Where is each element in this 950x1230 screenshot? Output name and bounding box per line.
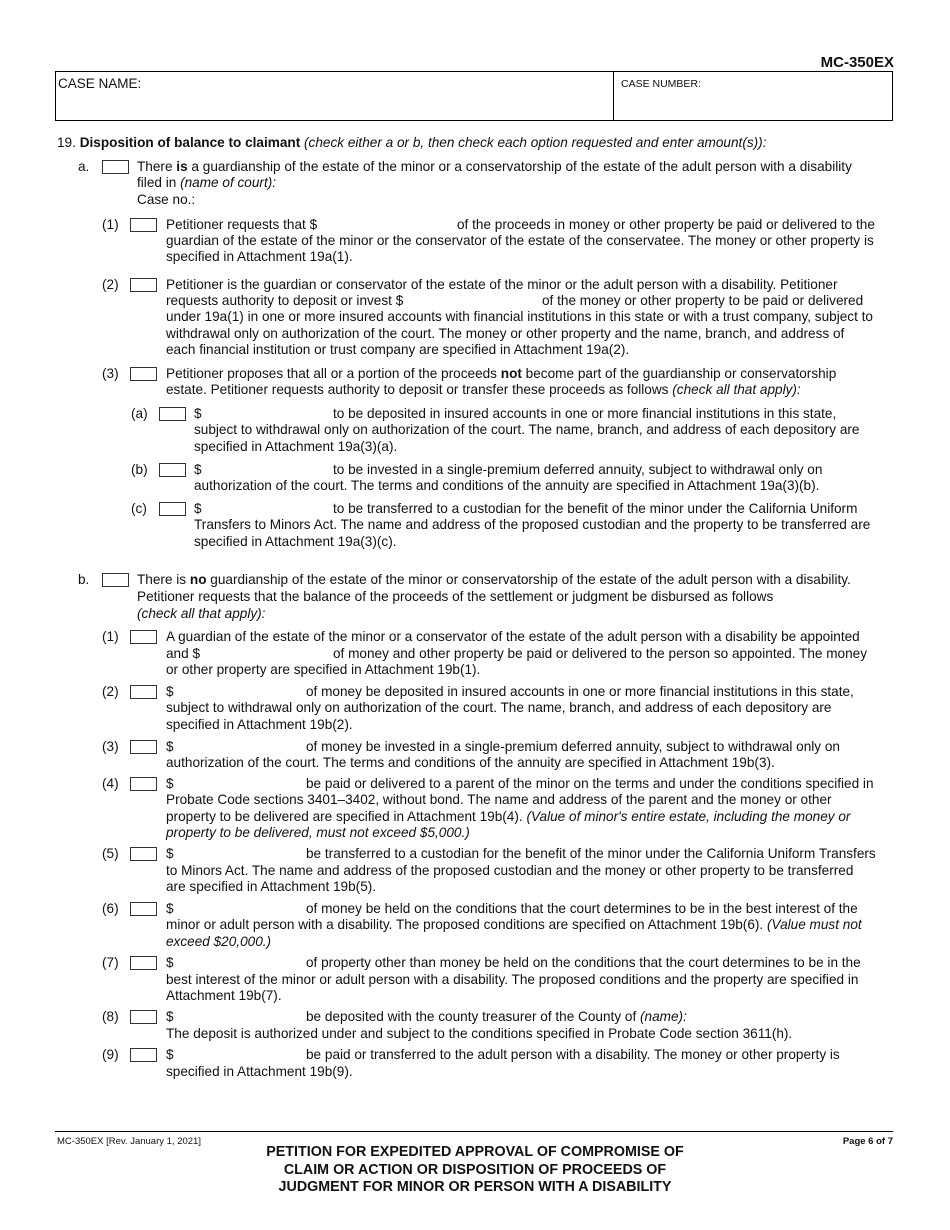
b4-line: be paid or delivered to a parent of the minor on the terms and under the conditions specified in (306, 776, 874, 791)
form-title-line: JUDGMENT FOR MINOR OR PERSON WITH A DISABILITY (278, 1179, 672, 1195)
a2-line: of the money or other property to be paid or delivered (542, 293, 864, 308)
a3b-line: to be invested in a single-premium deferred annuity, subject to withdrawal only on (333, 462, 823, 477)
b5-line: be transferred to a custodian for the benefit of the minor under the California Uniform Transfers (306, 846, 876, 861)
a1-line: specified in Attachment 19a(1). (166, 249, 353, 264)
a3-checkbox[interactable] (130, 367, 157, 381)
a3c-line: specified in Attachment 19a(3)(c). (194, 534, 397, 549)
dollar-sign: $ (166, 955, 174, 970)
item-19-heading (57, 135, 766, 151)
b3-checkbox[interactable] (130, 740, 157, 754)
b7-number: (7) (102, 955, 119, 970)
a2-number: (2) (102, 277, 119, 292)
a1-number: (1) (102, 217, 119, 232)
b4-line: Probate Code sections 3401–3402, without bond. The name and address of the parent and the money or other (166, 792, 832, 807)
option-b-label: b. (78, 572, 90, 587)
a3a-checkbox[interactable] (159, 407, 186, 421)
b5-checkbox[interactable] (130, 847, 157, 861)
a1-line: of the proceeds in money or other property be paid or delivered to the (457, 217, 875, 232)
b2-number: (2) (102, 684, 119, 699)
b5-line: to Minors Act. The name and address of the proposed custodian and the money or other property to be transferred (166, 863, 854, 878)
b4-number: (4) (102, 776, 119, 791)
dollar-sign: $ (166, 776, 174, 791)
a1-line: guardian of the estate of the minor or the conservator of the estate of the conservatee. The money or other property is (166, 233, 874, 248)
dollar-sign: $ (166, 1009, 174, 1024)
dollar-sign: $ (166, 1047, 174, 1062)
b2-checkbox[interactable] (130, 685, 157, 699)
a3-line: Petitioner proposes that all or a portion of the proceeds not become part of the guardianship or conservatorship (166, 366, 837, 381)
b2-line: of money be deposited in insured accounts in one or more financial institutions in this state, (306, 684, 854, 699)
b6-number: (6) (102, 901, 119, 916)
b7-line: Attachment 19b(7). (166, 988, 282, 1003)
option-b-line: There is no guardianship of the estate of the minor or conservatorship of the estate of the adult person with a disability. (137, 572, 851, 587)
a3b-line: authorization of the court. The terms and conditions of the annuity are specified in Attachment 19a(3)(b). (194, 478, 820, 493)
b8-line: The deposit is authorized under and subject to the conditions specified in Probate Code section 3611(h). (166, 1026, 793, 1041)
dollar-sign: $ (194, 501, 202, 516)
b5-line: are specified in Attachment 19b(5). (166, 879, 377, 894)
b9-number: (9) (102, 1047, 119, 1062)
b9-line: be paid or transferred to the adult person with a disability. The money or other property is (306, 1047, 840, 1062)
item-heading-bold: Disposition of balance to claimant (79, 135, 301, 150)
b2-line: subject to withdrawal only on authorization of the court. The name, branch, and address of each depository are (166, 700, 832, 715)
b6-line: of money be held on the conditions that the court determines to be in the best interest of the (306, 901, 858, 916)
a3b-checkbox[interactable] (159, 463, 186, 477)
a3c-checkbox[interactable] (159, 502, 186, 516)
a3a-line: specified in Attachment 19a(3)(a). (194, 439, 398, 454)
case-number-label: CASE NUMBER: (621, 78, 701, 90)
a3c-line: to be transferred to a custodian for the benefit of the minor under the California Uniform (333, 501, 858, 516)
a2-line: under 19a(1) in one or more insured accounts with financial institutions in this state or with a trust company, subject to (166, 309, 873, 324)
b1-line: of money and other property be paid or delivered to the person so appointed. The money (333, 646, 868, 661)
a2-line: requests authority to deposit or invest $ (166, 293, 404, 308)
form-title-line: CLAIM OR ACTION OR DISPOSITION OF PROCEEDS OF (283, 1161, 667, 1178)
b6-checkbox[interactable] (130, 902, 157, 916)
a1-line: Petitioner requests that $ (166, 217, 318, 232)
option-b-line: Petitioner requests that the balance of the proceeds of the settlement or judgment be disbursed as follows (137, 589, 774, 604)
item-number: 19. (57, 135, 76, 150)
dollar-sign: $ (166, 846, 174, 861)
option-a-text: There is a guardianship of the estate of the minor or a conservatorship of the estate of the adult person with a disability filed in (name of court): Case no.: (137, 159, 852, 207)
dollar-sign: $ (166, 739, 174, 754)
a3a-line: to be deposited in insured accounts in one or more financial institutions in this state, (333, 406, 837, 421)
option-a-label: a. (78, 159, 90, 174)
b7-checkbox[interactable] (130, 956, 157, 970)
a3c-line: Transfers to Minors Act. The name and address of the proposed custodian and the property to be transferred are (194, 517, 871, 532)
a2-line: each financial institution or trust company are specified in Attachment 19a(2). (166, 342, 630, 357)
b4-line: property to be delivered are specified in Attachment 19b(4). (Value of minor's entire estate, including the money or (166, 809, 851, 824)
b2-line: specified in Attachment 19b(2). (166, 717, 353, 732)
a2-line: Petitioner is the guardian or conservator of the estate of the minor or the adult person with a disability. Petitioner (166, 277, 838, 292)
dollar-sign: $ (194, 462, 202, 477)
page-number: Page 6 of 7 (842, 1136, 893, 1147)
footer-rule (55, 1131, 893, 1132)
b7-line: of property other than money be held on the conditions that the court determines to be in the (306, 955, 861, 970)
b1-line: or other property are specified in Attachment 19b(1). (166, 662, 481, 677)
header-divider (613, 71, 614, 121)
case-header-box (55, 71, 893, 121)
dollar-sign: $ (194, 406, 202, 421)
b3-line: of money be invested in a single-premium deferred annuity, subject to withdrawal only on (306, 739, 840, 754)
footer-revision: MC-350EX [Rev. January 1, 2021] (57, 1136, 201, 1147)
a3-line: estate. Petitioner requests authority to deposit or transfer these proceeds as follows (check all that apply): (166, 382, 801, 397)
a3c-number: (c) (131, 501, 147, 516)
a3a-line: subject to withdrawal only on authorization of the court. The name, branch, and address of each depository are (194, 422, 860, 437)
form-title (200, 1144, 750, 1197)
b3-line: authorization of the court. The terms and conditions of the annuity are specified in Attachment 19b(3). (166, 755, 775, 770)
b1-number: (1) (102, 629, 119, 644)
option-b-checkbox[interactable] (102, 573, 129, 587)
b8-checkbox[interactable] (130, 1010, 157, 1024)
case-name-label: CASE NAME: (58, 76, 142, 91)
b9-line: specified in Attachment 19b(9). (166, 1064, 353, 1079)
a3a-number: (a) (131, 406, 148, 421)
b8-line: be deposited with the county treasurer of the County of (name): (306, 1009, 687, 1024)
b3-number: (3) (102, 739, 119, 754)
form-id: MC-350EX (820, 54, 894, 71)
b8-number: (8) (102, 1009, 119, 1024)
b6-line: exceed $20,000.) (166, 934, 272, 949)
b1-checkbox[interactable] (130, 630, 157, 644)
b4-checkbox[interactable] (130, 777, 157, 791)
b1-line: A guardian of the estate of the minor or a conservator of the estate of the adult person with a disability be appointed (166, 629, 860, 644)
b9-checkbox[interactable] (130, 1048, 157, 1062)
a1-checkbox[interactable] (130, 218, 157, 232)
a2-checkbox[interactable] (130, 278, 157, 292)
a3-number: (3) (102, 366, 119, 381)
a3b-number: (b) (131, 462, 148, 477)
b7-line: best interest of the minor or adult person with a disability. The proposed conditions and the property are specified in (166, 972, 859, 987)
dollar-sign: $ (166, 901, 174, 916)
b4-line: property to be delivered, must not exceed $5,000.) (166, 825, 470, 840)
dollar-sign: $ (166, 684, 174, 699)
option-a-checkbox[interactable] (102, 160, 129, 174)
option-b-line: (check all that apply): (137, 606, 266, 621)
a2-line: withdrawal only on authorization of the court. The money or other property and the name, branch, and address of (166, 326, 845, 341)
b1-line: and $ (166, 646, 201, 661)
item-heading-instructions: (check either a or b, then check each option requested and enter amount(s)): (304, 135, 767, 150)
b5-number: (5) (102, 846, 119, 861)
b6-line: minor or adult person with a disability. The proposed conditions are specified on Attachment 19b(6). (Value must not (166, 917, 862, 932)
form-title-line: PETITION FOR EXPEDITED APPROVAL OF COMPROMISE OF (266, 1144, 684, 1160)
